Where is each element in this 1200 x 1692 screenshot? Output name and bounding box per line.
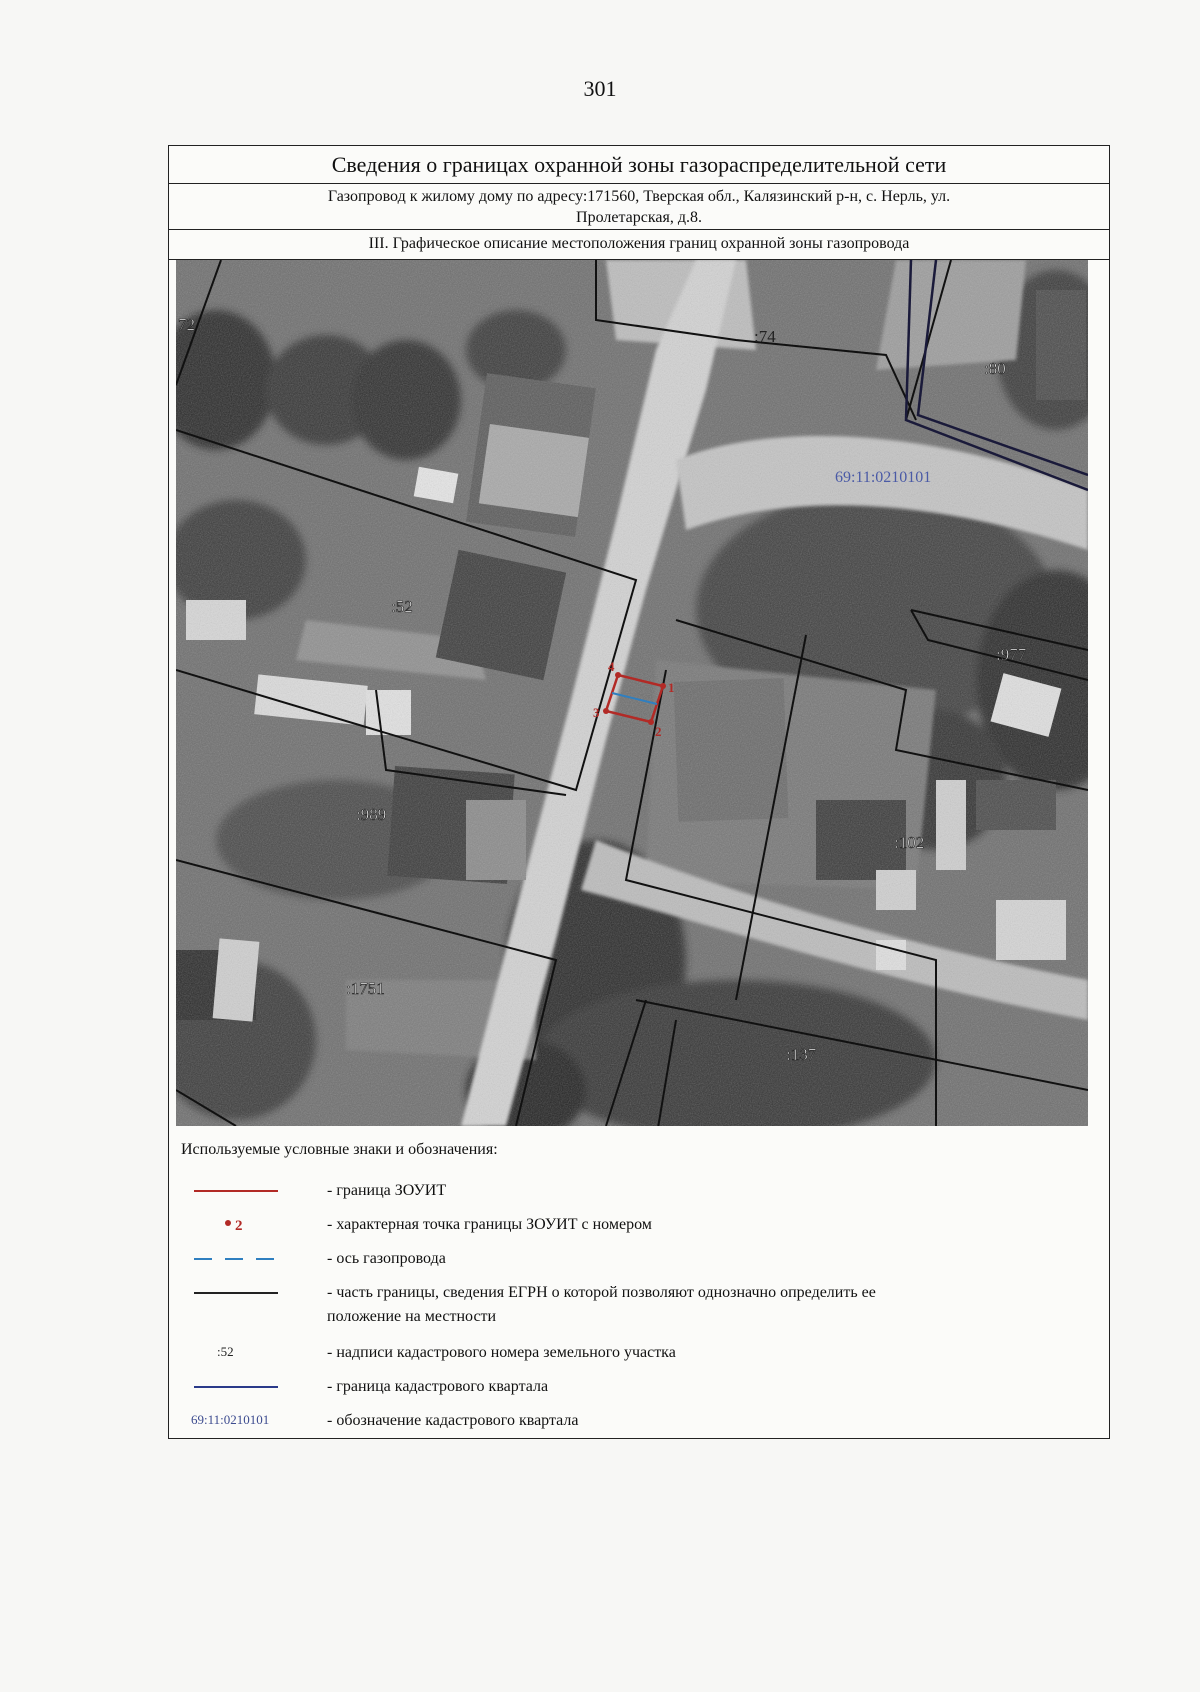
legend-egrn-border-text <box>327 1281 1067 1329</box>
map-svg <box>176 260 1088 1126</box>
object-address <box>169 184 1109 230</box>
zone-point-3-dot <box>603 708 609 714</box>
parcel-label-989: :989 <box>356 805 387 824</box>
zone-point-2-label: 2 <box>655 724 662 739</box>
zone-point-4-dot <box>615 672 621 678</box>
legend-zone-point <box>169 1210 1109 1240</box>
zone-point-swatch-number: 2 <box>235 1218 243 1234</box>
zone-point-swatch-dot <box>225 1220 231 1226</box>
address-line-1: Газопровод к жилому дому по адресу:171560, Тверская обл., Калязинский р-н, с. Нерль, ул. <box>327 188 951 205</box>
photo-grain <box>176 260 1088 1126</box>
document-frame <box>168 145 1110 1439</box>
zone-point-1-label: 1 <box>668 680 675 695</box>
parcel-label-137: :137 <box>786 1045 817 1064</box>
parcel-label-1751: :1751 <box>346 979 385 998</box>
legend-egrn-border-line-2: положение на местности <box>327 1308 497 1325</box>
aerial-map <box>176 260 1088 1126</box>
zone-point-4-label: 4 <box>608 659 615 674</box>
legend-zone-point-text: - характерная точка границы ЗОУИТ с номером <box>327 1216 652 1233</box>
zone-point-2-dot <box>648 719 654 725</box>
parcel-label-72: 72 <box>178 315 195 334</box>
legend-egrn-border-line-1: - часть границы, сведения ЕГРН о которой позволяют однозначно определить ее <box>327 1284 876 1301</box>
quarter-label-swatch: 69:11:0210101 <box>191 1412 270 1427</box>
parcel-label-80: :80 <box>984 359 1006 378</box>
parcel-label-52: :52 <box>391 597 413 616</box>
legend-quarter-label <box>169 1406 1109 1436</box>
legend-gas-axis-text: - ось газопровода <box>327 1250 446 1267</box>
address-line-2: Пролетарская, д.8. <box>576 209 702 226</box>
parcel-label-102: :102 <box>894 833 925 852</box>
parcel-label-977: :977 <box>996 645 1027 664</box>
legend-zone-border <box>169 1176 1109 1206</box>
zone-point-1-dot <box>660 683 666 689</box>
legend-zone-border-text: - граница ЗОУИТ <box>327 1182 447 1199</box>
quarter-label: 69:11:0210101 <box>835 469 932 486</box>
section-heading: III. Графическое описание местоположения границ охранной зоны газопровода <box>169 230 1109 260</box>
legend-egrn-border <box>169 1278 1109 1332</box>
legend-title: Используемые условные знаки и обозначения: <box>181 1141 498 1158</box>
legend-gas-axis <box>169 1244 1109 1274</box>
legend-quarter-border-text: - граница кадастрового квартала <box>327 1378 549 1395</box>
quarter-border-swatch <box>194 1386 278 1388</box>
egrn-border-swatch <box>194 1292 278 1294</box>
legend-cad-number-text: - надписи кадастрового номера земельного участка <box>327 1344 676 1361</box>
page-number: 301 <box>583 76 617 101</box>
legend-cad-number <box>169 1338 1109 1368</box>
legend-quarter-label-text: - обозначение кадастрового квартала <box>327 1412 579 1429</box>
legend-quarter-border <box>169 1372 1109 1402</box>
document-title: Сведения о границах охранной зоны газораспределительной сети <box>169 146 1109 184</box>
zone-border-swatch <box>194 1190 278 1192</box>
cad-number-swatch: :52 <box>217 1344 234 1359</box>
zone-point-3-label: 3 <box>593 705 600 720</box>
parcel-label-74: :74 <box>754 327 776 346</box>
gas-axis-swatch <box>194 1258 278 1260</box>
